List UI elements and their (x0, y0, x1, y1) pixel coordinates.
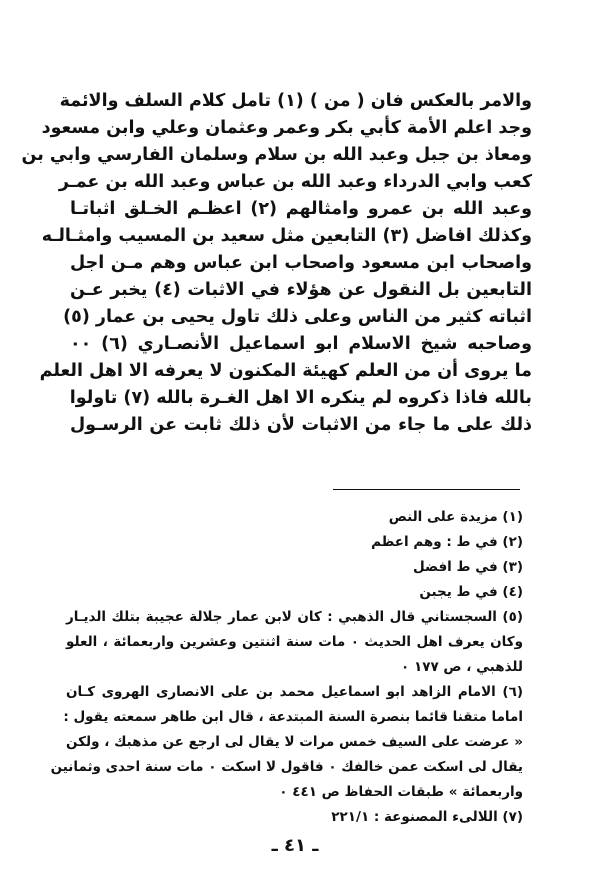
text-line: التابعين بل النقول عن هؤلاء في الاثبات (٤) يخبر عـن (70, 280, 532, 300)
footnote-line: (٥) السجستاني قال الذهبي : كان لابن عمار جلالة عجيبة بتلك الديـار (66, 609, 523, 625)
footnote-line: وكان يعرف اهل الحديث ٠ مات سنة اثنتين وعشرين واربعمائة ، العلو (66, 634, 523, 650)
footnote-line: واربعمائة » طبقات الحفاظ ص ٤٤١ ٠ (279, 784, 523, 800)
text-line: بالله فاذا ذكروه لم ينكره الا اهل الغـرة بالله (٧) تاولوا (69, 388, 532, 408)
text-line: وصاحبه شيخ الاسلام ابو اسماعيل الأنصـاري (٦) ٠٠ (70, 334, 532, 354)
text-line: واصحاب ابن مسعود واصحاب ابن عباس وهم مـن اجل (70, 253, 532, 273)
footnote-line: (٢) في ط : وهم اعظم (371, 534, 523, 550)
text-line: وكذلك افاضل (٣) التابعين مثل سعيد بن المسيب وامثـالـه (41, 226, 532, 246)
text-line: اثباته كثير من الناس وعلى ذلك تاول يحيى بن عمار (٥) (63, 307, 532, 327)
footnote-line: (٧) اللالىء المصنوعة : ٢٢١/١ (331, 809, 523, 825)
main-text-block (21, 88, 533, 439)
text-line: وعبد الله بن عمرو وامثالهم (٢) اعظـم الخـلق اثباتـا (70, 199, 533, 219)
footnote-line: اماما متقنا قائما بنصرة السنة المبتدعة ، قال ابن طاهر سمعته يقول : (63, 709, 523, 725)
page-number: ـ ٤١ ـ (271, 835, 319, 856)
text-line: ما يروى أن من العلم كهيئة المكنون لا يعرفه الا اهل العلم (39, 361, 532, 381)
footnote-line: للذهبي ، ص ١٧٧ ٠ (401, 659, 523, 675)
text-line: والامر بالعكس فان ( من ) (١) تامل كلام السلف والائمة (59, 91, 532, 111)
footnote-line: (٦) الامام الزاهد ابو اسماعيل محمد بن على الانصارى الهروى كـان (66, 684, 523, 700)
footnote-line: « عرضت على السيف خمس مرات لا يقال لى ارجع عن مذهبك ، ولكن (66, 734, 523, 750)
text-line: ومعاذ بن جبل وعبد الله بن سلام وسلمان الفارسي وابي بن (21, 145, 532, 165)
footnote-line: (٣) في ط افضل (412, 559, 523, 575)
text-line: ذلك على ما جاء من الاثبات لأن ذلك ثابت عن الرسـول (70, 415, 532, 435)
footnote-line: (١) مزيدة على النص (388, 509, 523, 525)
footnote-line: (٤) في ط يجبن (419, 584, 523, 600)
text-line: وجد اعلم الأمة كأبي بكر وعمر وعثمان وعلي وابن مسعود (41, 118, 532, 138)
text-line: كعب وابي الدرداء وعبد الله بن عباس وعبد الله بن عمـر (58, 172, 532, 192)
footnote-line: يقال لى اسكت عمن خالفك ٠ فاقول لا اسكت ٠ مات سنة احدى وثمانين (50, 759, 523, 775)
footnote-separator (333, 489, 520, 490)
footnotes-block (50, 505, 523, 830)
